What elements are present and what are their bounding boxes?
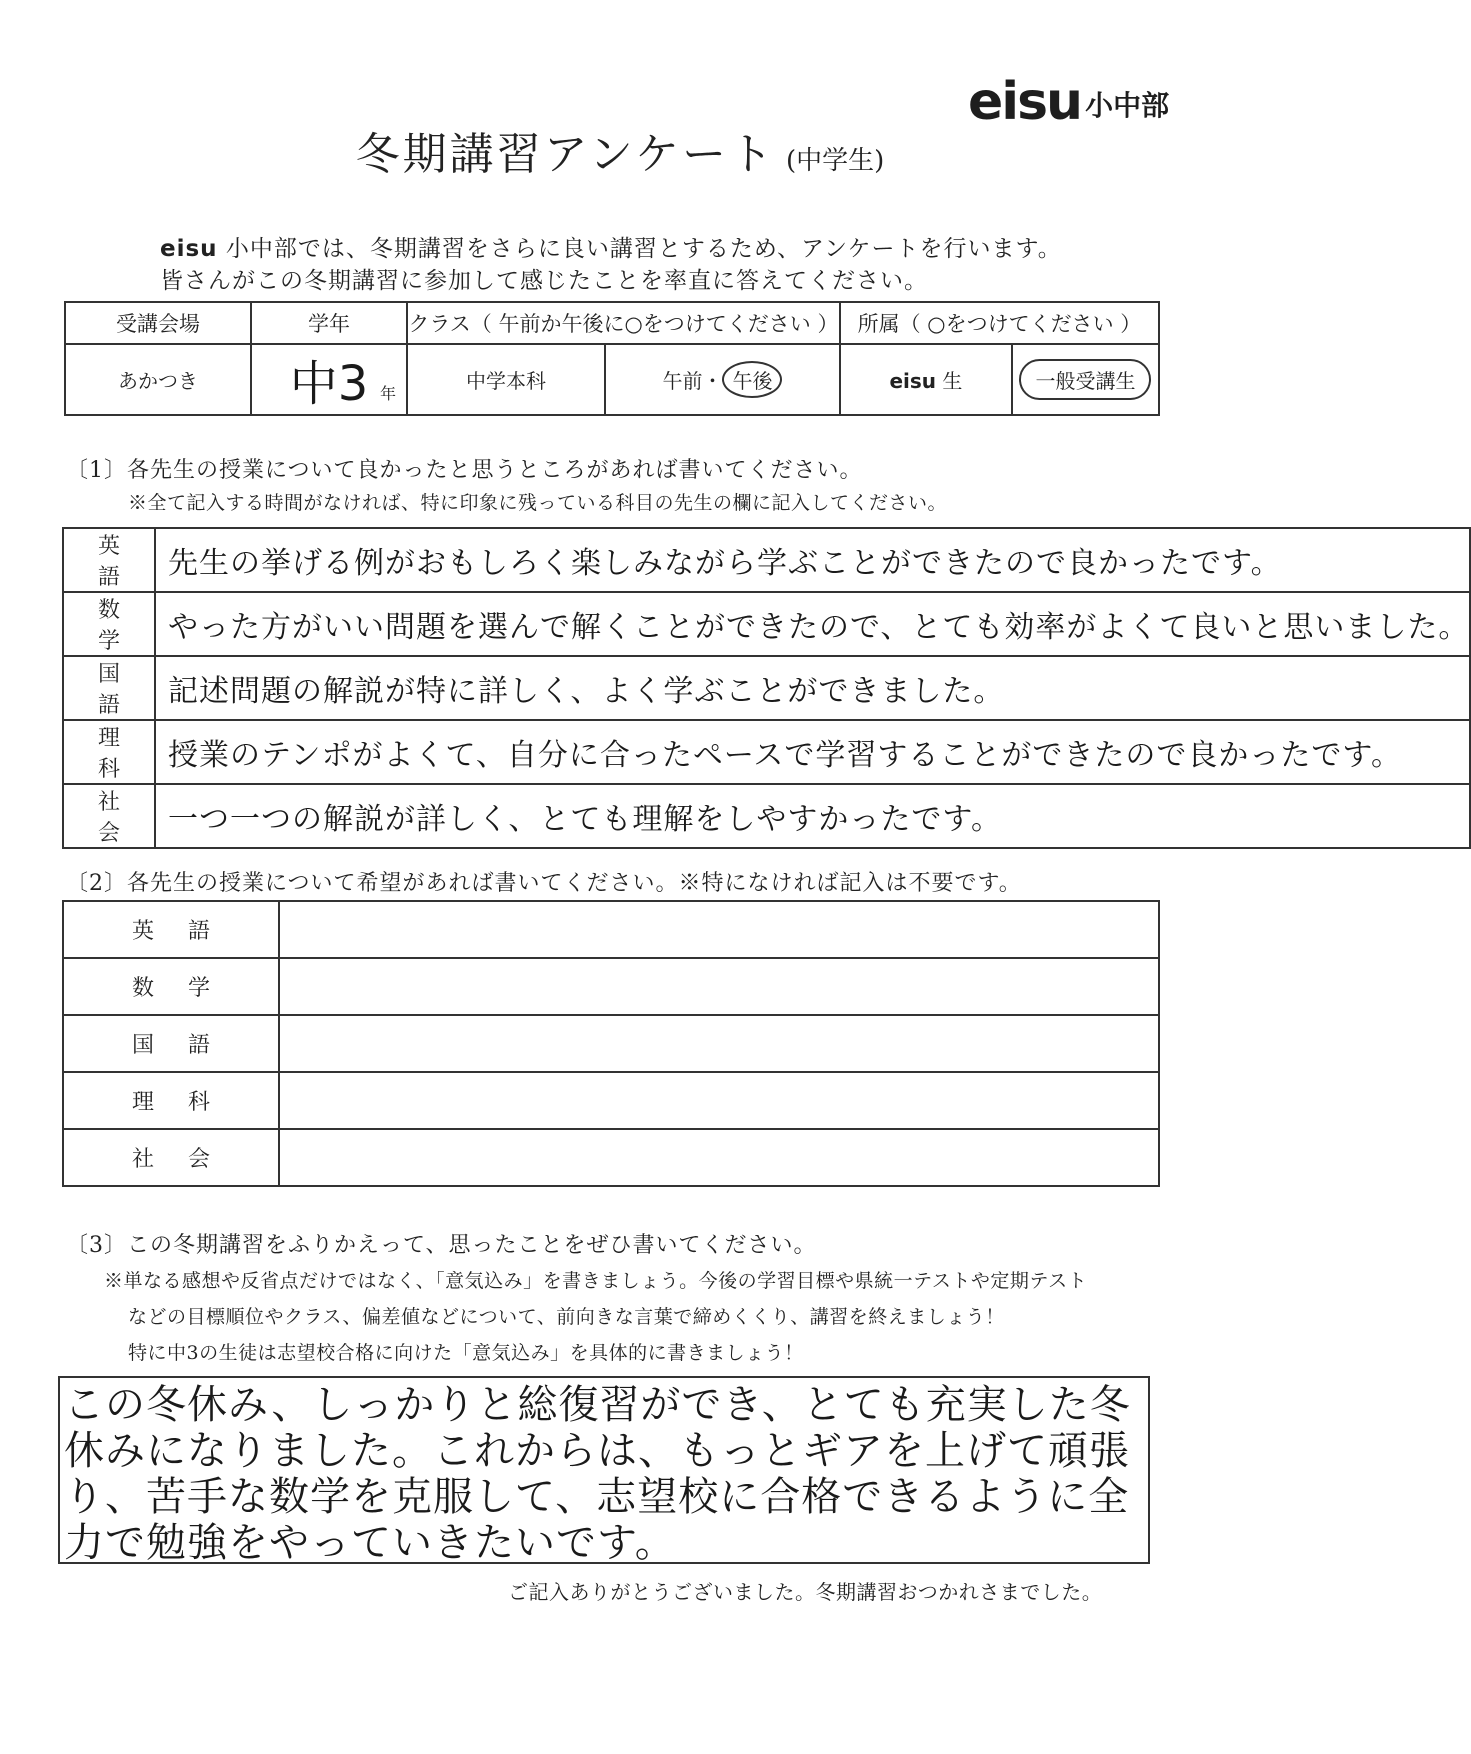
- answer-text: 授業のテンポがよくて、自分に合ったペースで学習することができたので良かったです。: [155, 720, 1470, 784]
- subject-label: 社会: [63, 784, 155, 848]
- answer-text: 記述問題の解説が特に詳しく、よく学ぶことができました。: [155, 656, 1470, 720]
- section1-table: [62, 527, 1471, 849]
- grade-value: 中3: [289, 356, 369, 412]
- table-row: [63, 1072, 1159, 1129]
- header-class: クラス（ 午前か午後に○をつけてください ）: [407, 302, 840, 344]
- logo-sub-text: 小中部: [1085, 89, 1170, 122]
- session-dot: ・: [702, 369, 723, 393]
- subject-label: 英語: [63, 528, 155, 592]
- pm-option-circled: 午後: [722, 361, 782, 398]
- subject-label: 国語: [63, 656, 155, 720]
- page-title: [0, 118, 1240, 182]
- subject-label: 数学: [63, 592, 155, 656]
- closing-message: ご記入ありがとうございました。冬期講習おつかれさまでした。: [508, 1580, 1103, 1604]
- am-option: 午前: [662, 369, 703, 393]
- intro-line-1: [160, 230, 1062, 263]
- intro-line1-rest: 小中部では、冬期講習をさらに良い講習とするため、アンケートを行います。: [217, 236, 1062, 262]
- subject-label: 国語: [63, 1015, 279, 1072]
- eisu-student-option: [840, 344, 1012, 415]
- intro-brand: eisu: [160, 236, 218, 262]
- section1-note: ※全て記入する時間がなければ、特に印象に残っている科目の先生の欄に記入してください。: [128, 492, 948, 514]
- subject-label: 理科: [63, 720, 155, 784]
- grade-cell: [251, 344, 407, 415]
- section1-heading: 〔1〕各先生の授業について良かったと思うところがあれば書いてください。: [66, 458, 863, 483]
- answer-text: [279, 1015, 1159, 1072]
- table-row: [63, 1129, 1159, 1186]
- table-row: [63, 656, 1470, 720]
- section3-heading: 〔3〕この冬期講習をふりかえって、思ったことをぜひ書いてください。: [66, 1233, 817, 1258]
- section3-note-3: 特に中3の生徒は志望校合格に向けた「意気込み」を具体的に書きましょう！: [128, 1342, 804, 1364]
- header-venue: 受講会場: [65, 302, 251, 344]
- table-row: [63, 784, 1470, 848]
- class-course: 中学本科: [407, 344, 605, 415]
- eisu-student-brand: eisu: [889, 369, 936, 393]
- title-main: 冬期講習アンケート: [355, 129, 777, 180]
- section3-note-1: ※単なる感想や反省点だけではなく、「意気込み」を書きましょう。今後の学習目標や県統一テストや定期テスト: [104, 1270, 1088, 1292]
- subject-label: 社会: [63, 1129, 279, 1186]
- logo-main-text: eisu: [968, 72, 1082, 132]
- session-cell: [605, 344, 840, 415]
- subject-label: 数学: [63, 958, 279, 1015]
- title-sub: (中学生): [786, 146, 885, 176]
- table-row: [63, 901, 1159, 958]
- subject-label: 英語: [63, 901, 279, 958]
- table-row: [63, 592, 1470, 656]
- table-row: [63, 720, 1470, 784]
- answer-text: やった方がいい問題を選んで解くことができたので、とても効率がよくて良いと思いました。: [155, 592, 1470, 656]
- section2-heading: 〔2〕各先生の授業について希望があれば書いてください。※特になければ記入は不要です。: [66, 871, 1022, 896]
- general-student-cell: [1012, 344, 1159, 415]
- answer-text: [279, 1072, 1159, 1129]
- answer-text: [279, 958, 1159, 1015]
- general-student-circled: 一般受講生: [1019, 359, 1151, 400]
- table-row: [63, 958, 1159, 1015]
- intro-line-2: 皆さんがこの冬期講習に参加して感じたことを率直に答えてください。: [160, 268, 928, 294]
- table-row: [63, 528, 1470, 592]
- grade-suffix: 年: [379, 384, 396, 403]
- venue-value: あかつき: [65, 344, 251, 415]
- subject-label: 理科: [63, 1072, 279, 1129]
- answer-text: [279, 901, 1159, 958]
- table-row: [63, 1015, 1159, 1072]
- header-grade: 学年: [251, 302, 407, 344]
- answer-text: 先生の挙げる例がおもしろく楽しみながら学ぶことができたので良かったです。: [155, 528, 1470, 592]
- eisu-student-suffix: 生: [936, 369, 963, 393]
- info-table: [64, 301, 1160, 416]
- info-header-row: [65, 302, 1159, 344]
- header-affiliation: 所属（ ○をつけてください ）: [840, 302, 1159, 344]
- section3-note-2: などの目標順位やクラス、偏差値などについて、前向きな言葉で締めくくり、講習を終えましょう！: [128, 1306, 1005, 1328]
- section3-answer-box: [58, 1376, 1150, 1564]
- answer-text: [279, 1129, 1159, 1186]
- answer-text: 一つ一つの解説が詳しく、とても理解をしやすかったです。: [155, 784, 1470, 848]
- section3-answer-text: この冬休み、しっかりと総復習ができ、とても充実した冬休みになりました。これからは、もっとギアを上げて頑張り、苦手な数学を克服して、志望校に合格できるように全力で勉強をやっていきたいです。: [64, 1382, 1131, 1566]
- info-value-row: [65, 344, 1159, 415]
- section2-table: [62, 900, 1160, 1187]
